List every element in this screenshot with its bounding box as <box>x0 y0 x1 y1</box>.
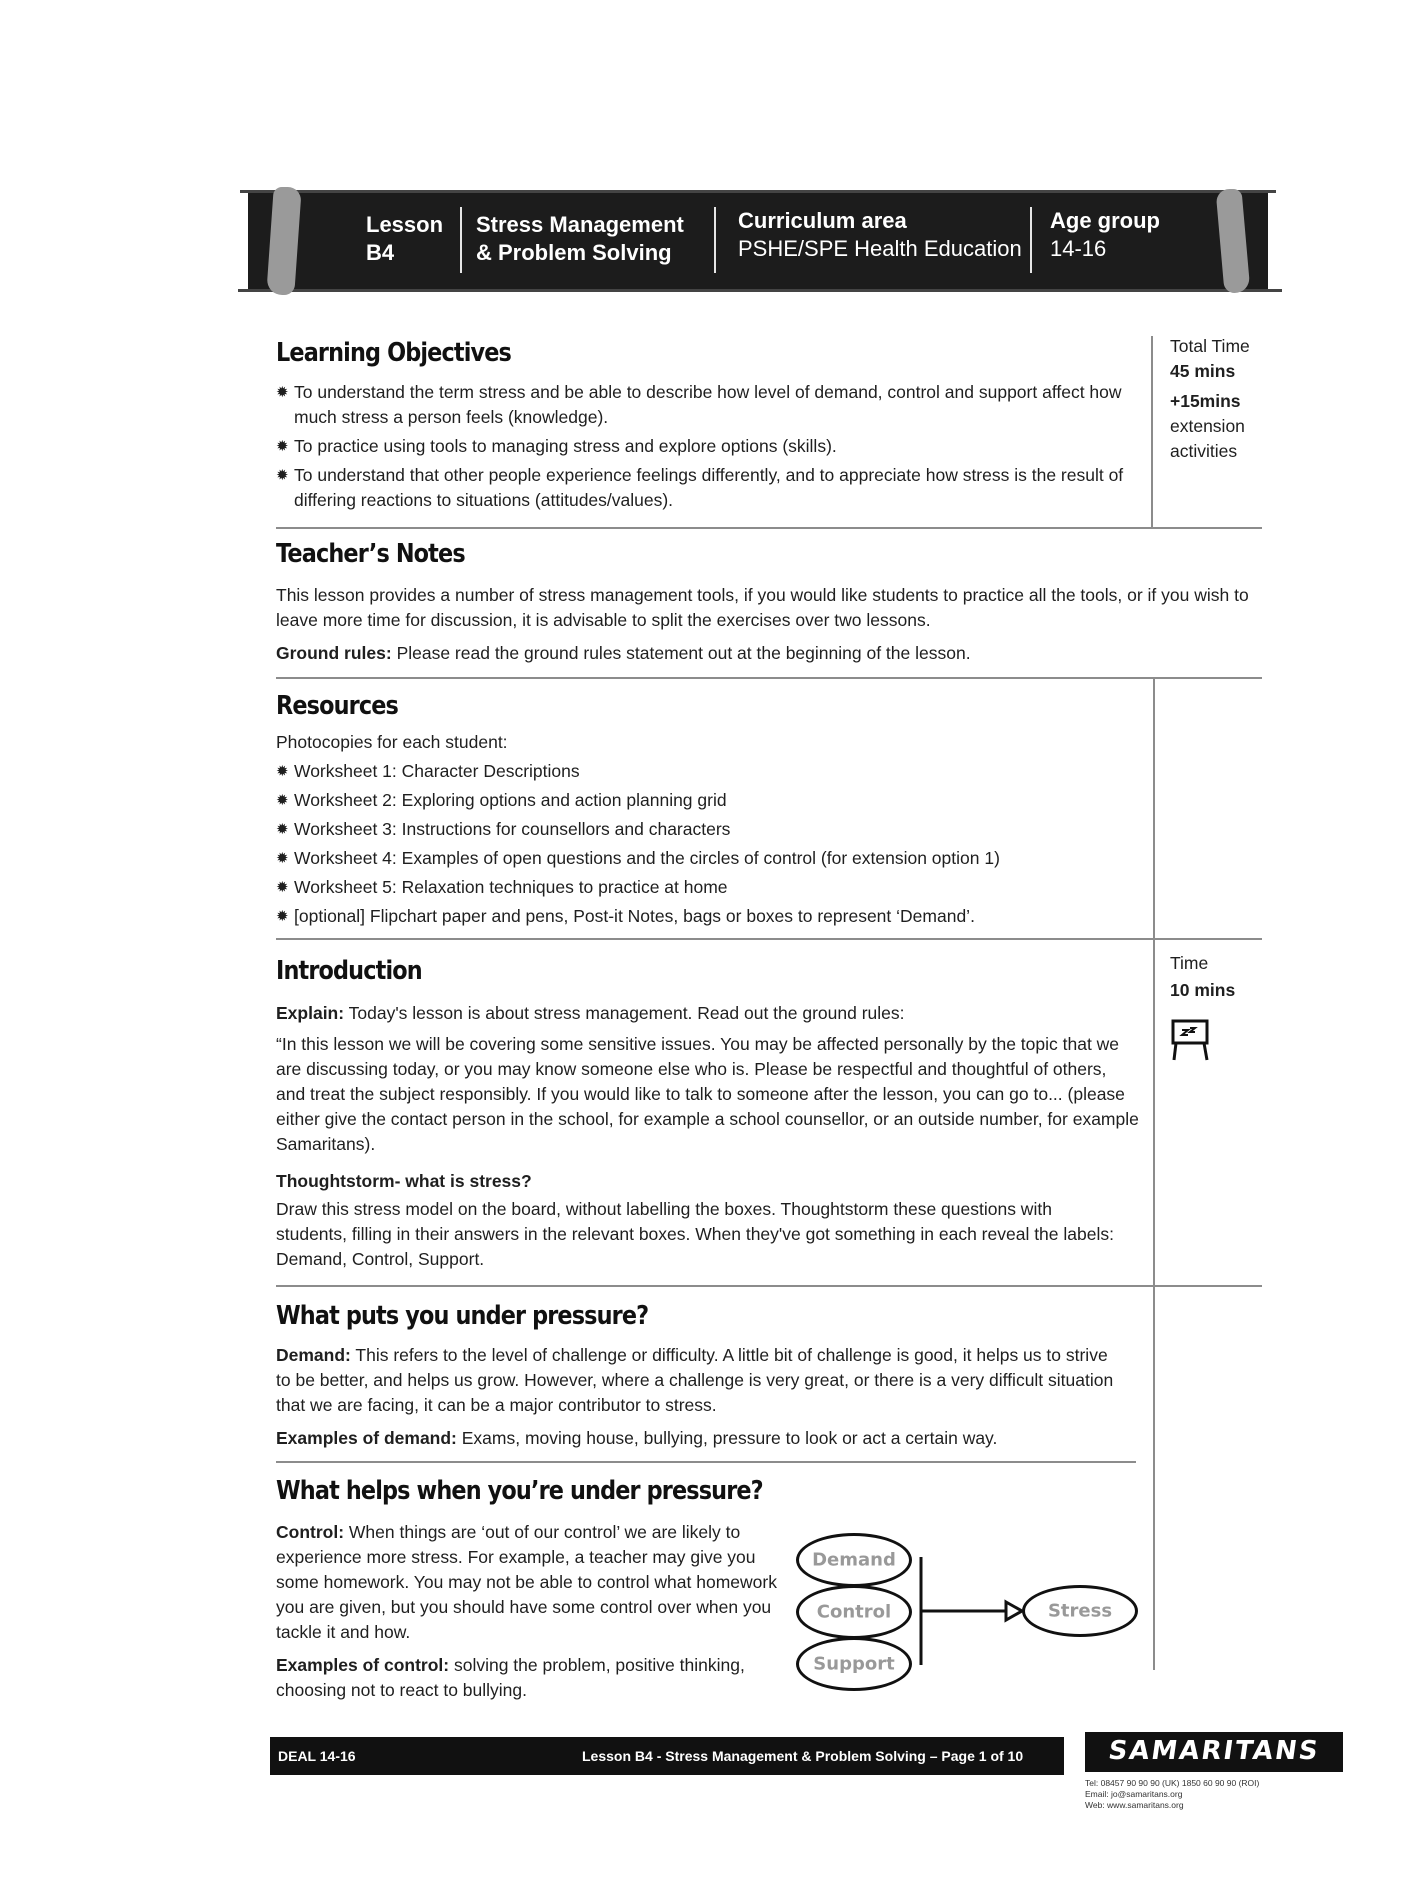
diagram-connector-arrow <box>912 1555 1027 1670</box>
resources-list <box>276 759 1136 929</box>
divider <box>276 938 1262 940</box>
divider <box>276 1285 1262 1287</box>
resources-intro: Photocopies for each student: <box>276 732 508 752</box>
contact-web: Web: www.samaritans.org <box>1085 1800 1184 1810</box>
explain-text: Explain: Today's lesson is about stress management. Read out the ground rules: <box>276 1003 905 1023</box>
ground-rules-quote: “In this lesson we will be covering some sensitive issues. You may be affected personally by the topic that we are discussing today, or you may know someone else who is. Please be respectful and thoughtful of others, and treat the subject responsibly. If you would like to talk to someone after the lesson, you can go to... (please either give the contact person in the school, for example a school counsellor, or an outside number, for example Samaritans). <box>276 1034 1139 1154</box>
resources-heading: Resources <box>276 691 398 721</box>
footer-page-info: Lesson B4 - Stress Management & Problem Solving – Page 1 of 10 <box>582 1748 1024 1764</box>
samaritans-logo: SAMARITANS <box>1085 1732 1343 1772</box>
divider <box>276 527 1262 529</box>
list-item: ✹ [optional] Flipchart paper and pens, Post-it Notes, bags or boxes to represent ‘Demand’. <box>276 906 975 926</box>
footer-left: DEAL 14-16 <box>278 1748 356 1764</box>
teachers-notes-text: This lesson provides a number of stress management tools, if you would like students to practice all the tools, or if you wish to leave more time for discussion, it is advisable to split the exercises over two lessons. <box>276 585 1249 630</box>
stress-oval: Stress <box>1022 1585 1138 1637</box>
introduction-heading: Introduction <box>276 956 422 986</box>
demand-oval: Demand <box>796 1533 912 1587</box>
footer-bar <box>270 1737 1064 1775</box>
thoughtstorm-heading: Thoughtstorm- what is stress? <box>276 1171 532 1191</box>
helps-heading: What helps when you’re under pressure? <box>276 1476 763 1506</box>
contact-email: Email: jo@samaritans.org <box>1085 1789 1183 1799</box>
list-item: ✹ Worksheet 1: Character Descriptions <box>276 761 580 781</box>
control-text: Control: When things are ‘out of our control’ we are likely to experience more stress. For example, a teacher may give you some homework. You may not be able to control what homework you are given, but you should have some control over when you tackle it and how. <box>276 1522 777 1642</box>
list-item: ✹ To understand the term stress and be able to describe how level of demand, control and support affect how much stress a person feels (knowledge). <box>276 382 1122 427</box>
list-item: ✹ To understand that other people experience feelings differently, and to appreciate how stress is the result of differing reactions to situations (attitudes/values). <box>276 465 1124 510</box>
ground-rules-text: Ground rules: Please read the ground rules statement out at the beginning of the lesson. <box>276 643 971 663</box>
demand-examples: Examples of demand: Exams, moving house, bullying, pressure to look or act a certain way. <box>276 1428 998 1448</box>
age-group: Age group 14-16 <box>1050 208 1160 261</box>
time-box: Time 10 mins <box>1170 953 1236 1000</box>
lesson-code: Lesson B4 <box>366 212 444 265</box>
list-item: ✹ Worksheet 2: Exploring options and action planning grid <box>276 790 727 810</box>
thoughtstorm-text: Draw this stress model on the board, without labelling the boxes. Thoughtstorm these questions with students, filling in their answers in the relevant boxes. When they've got something in each reveal the labels: Demand, Control, Support. <box>276 1199 1114 1269</box>
lesson-title: Stress Management & Problem Solving <box>476 212 684 265</box>
list-item: ✹ Worksheet 3: Instructions for counsellors and characters <box>276 819 731 839</box>
list-item: ✹ To practice using tools to managing stress and explore options (skills). <box>276 436 837 456</box>
learning-objectives-heading: Learning Objectives <box>276 338 511 368</box>
pressure-heading: What puts you under pressure? <box>276 1301 649 1331</box>
total-time-box: Total Time 45 mins +15mins extension activities <box>1170 336 1250 461</box>
teachers-notes-heading: Teacher’s Notes <box>276 539 465 569</box>
lesson-header-band <box>248 193 1268 289</box>
objectives-list <box>276 380 1136 513</box>
list-item: ✹ Worksheet 4: Examples of open questions and the circles of control (for extension option 1) <box>276 848 1000 868</box>
demand-text: Demand: This refers to the level of challenge or difficulty. A little bit of challenge is good, it helps us to strive to be better, and helps us grow. However, where a challenge is very great, or there is a very difficult situation that we are facing, it can be a major contributor to stress. <box>276 1345 1114 1415</box>
curriculum-area: Curriculum area PSHE/SPE Health Education <box>738 208 1022 261</box>
torn-edge-right <box>1215 189 1250 293</box>
list-item: ✹ Worksheet 5: Relaxation techniques to practice at home <box>276 877 728 897</box>
control-oval: Control <box>796 1585 912 1639</box>
divider <box>276 677 1262 679</box>
control-examples: Examples of control: solving the problem, positive thinking, choosing not to react to bullying. <box>276 1655 745 1700</box>
support-oval: Support <box>796 1637 912 1691</box>
contact-tel: Tel: 08457 90 90 90 (UK) 1850 60 90 90 (ROI) <box>1085 1778 1260 1788</box>
flipchart-icon <box>1170 1018 1212 1062</box>
divider <box>276 1461 1136 1463</box>
torn-edge-left <box>266 187 302 295</box>
